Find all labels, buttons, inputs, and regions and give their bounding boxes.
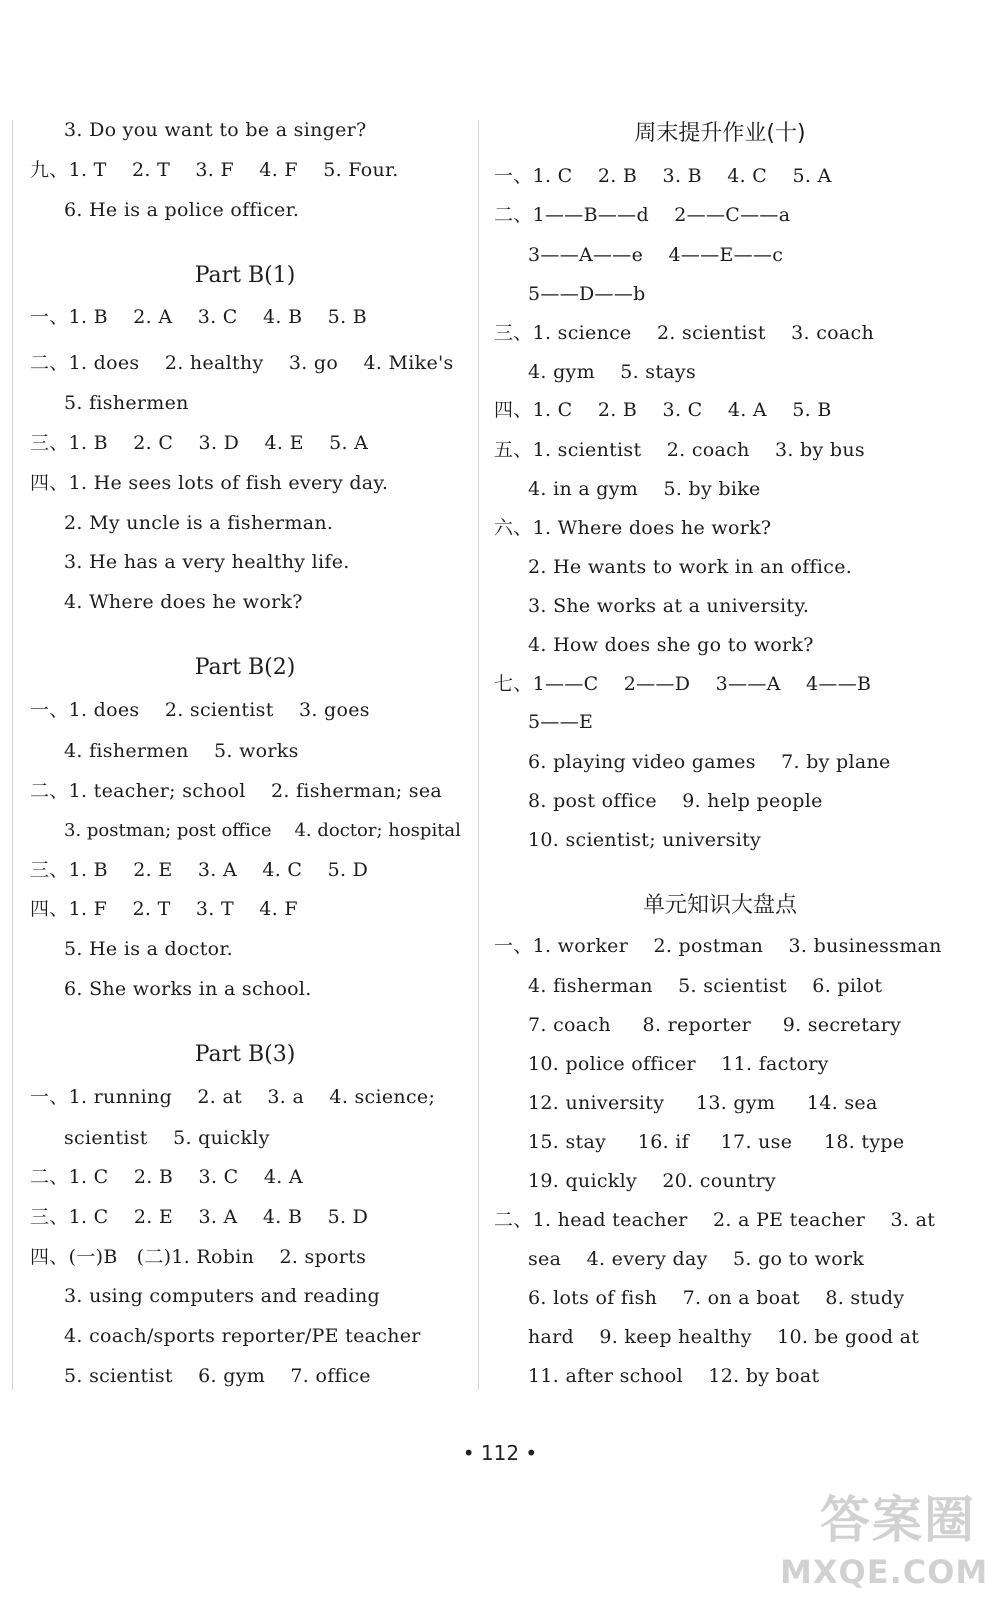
answer-line: 三、1. science 2. scientist 3. coach (494, 322, 874, 344)
watermark-text: 答案圈 (820, 1491, 976, 1549)
answer-line: 三、1. B 2. C 3. D 4. E 5. A (30, 432, 369, 454)
answer-line: 四、1. He sees lots of fish every day. (30, 472, 389, 494)
answer-line: 2. My uncle is a fisherman. (64, 512, 334, 534)
answer-line: 二、1——B——d 2——C——a (494, 204, 791, 226)
answer-line: 4. in a gym 5. by bike (528, 478, 761, 500)
answer-line: 一、1. running 2. at 3. a 4. science; (30, 1086, 436, 1108)
answer-line: sea 4. every day 5. go to work (528, 1248, 865, 1270)
answer-line: 一、1. does 2. scientist 3. goes (30, 699, 370, 721)
answer-line: 6. playing video games 7. by plane (528, 751, 891, 773)
answer-line: 5. scientist 6. gym 7. office (64, 1365, 371, 1387)
answer-line: 六、1. Where does he work? (494, 517, 772, 539)
answer-line: 一、1. C 2. B 3. B 4. C 5. A (494, 165, 832, 187)
answer-line: 3——A——e 4——E——c (528, 244, 784, 266)
answer-line: 二、1. head teacher 2. a PE teacher 3. at (494, 1209, 936, 1231)
answer-line: 四、1. C 2. B 3. C 4. A 5. B (494, 399, 832, 421)
section-title-part-b3: Part B(3) (194, 1042, 296, 1067)
answer-line: hard 9. keep healthy 10. be good at (528, 1326, 920, 1348)
answer-line: 九、1. T 2. T 3. F 4. F 5. Four. (30, 159, 399, 181)
answer-line: 一、1. B 2. A 3. C 4. B 5. B (30, 306, 368, 328)
answer-line: 四、(一)B (二)1. Robin 2. sports (30, 1246, 367, 1268)
answer-line: 4. How does she go to work? (528, 634, 814, 656)
section-title-review: 单元知识大盘点 (642, 893, 797, 918)
answer-line: 三、1. C 2. E 3. A 4. B 5. D (30, 1206, 369, 1228)
answer-line: 七、1——C 2——D 3——A 4——B (494, 673, 872, 695)
answer-line: 3. postman; post office 4. doctor; hospital (64, 820, 461, 841)
answer-line: 5——D——b (528, 283, 646, 305)
answer-line: 6. She works in a school. (64, 978, 312, 1000)
answer-line: 4. gym 5. stays (528, 361, 697, 383)
watermark-url: MXQE.COM (780, 1553, 989, 1591)
answer-line: 11. after school 12. by boat (528, 1365, 820, 1387)
left-margin-rule (12, 120, 13, 1390)
answer-line: 5——E (528, 711, 594, 733)
answer-line: scientist 5. quickly (64, 1127, 270, 1149)
column-divider (478, 120, 479, 1390)
section-title-part-b2: Part B(2) (194, 655, 296, 680)
answer-line: 10. scientist; university (528, 829, 762, 851)
answer-line: 7. coach 8. reporter 9. secretary (528, 1014, 902, 1036)
answer-line: 3. She works at a university. (528, 595, 810, 617)
answer-line: 3. using computers and reading (64, 1285, 380, 1307)
answer-line: 6. He is a police officer. (64, 199, 300, 221)
answer-line: 4. Where does he work? (64, 591, 303, 613)
answer-line: 5. fishermen (64, 392, 189, 414)
page-number: • 112 • (462, 1441, 538, 1465)
answer-line: 三、1. B 2. E 3. A 4. C 5. D (30, 859, 369, 881)
answer-line: 五、1. scientist 2. coach 3. by bus (494, 439, 865, 461)
answer-line: 2. He wants to work in an office. (528, 556, 853, 578)
answer-line: 4. fisherman 5. scientist 6. pilot (528, 975, 883, 997)
answer-line: 四、1. F 2. T 3. T 4. F (30, 898, 298, 920)
watermark-logo (780, 1490, 995, 1595)
section-title-part-b1: Part B(1) (194, 263, 296, 288)
answer-line: 15. stay 16. if 17. use 18. type (528, 1131, 905, 1153)
section-title-weekend: 周末提升作业(十) (634, 121, 806, 146)
answer-line: 12. university 13. gym 14. sea (528, 1092, 878, 1114)
answer-line: 一、1. worker 2. postman 3. businessman (494, 935, 942, 957)
answer-line: 4. fishermen 5. works (64, 740, 299, 762)
answer-line: 二、1. does 2. healthy 3. go 4. Mike's (30, 352, 454, 374)
answer-line: 8. post office 9. help people (528, 790, 823, 812)
answer-line: 3. He has a very healthy life. (64, 551, 350, 573)
answer-line: 二、1. teacher; school 2. fisherman; sea (30, 780, 442, 802)
answer-line: 4. coach/sports reporter/PE teacher (64, 1325, 421, 1347)
answer-line: 5. He is a doctor. (64, 938, 234, 960)
answer-line: 19. quickly 20. country (528, 1170, 776, 1192)
answer-line: 10. police officer 11. factory (528, 1053, 829, 1075)
answer-line: 二、1. C 2. B 3. C 4. A (30, 1166, 303, 1188)
answer-line: 3. Do you want to be a singer? (64, 119, 367, 141)
answer-line: 6. lots of fish 7. on a boat 8. study (528, 1287, 905, 1309)
